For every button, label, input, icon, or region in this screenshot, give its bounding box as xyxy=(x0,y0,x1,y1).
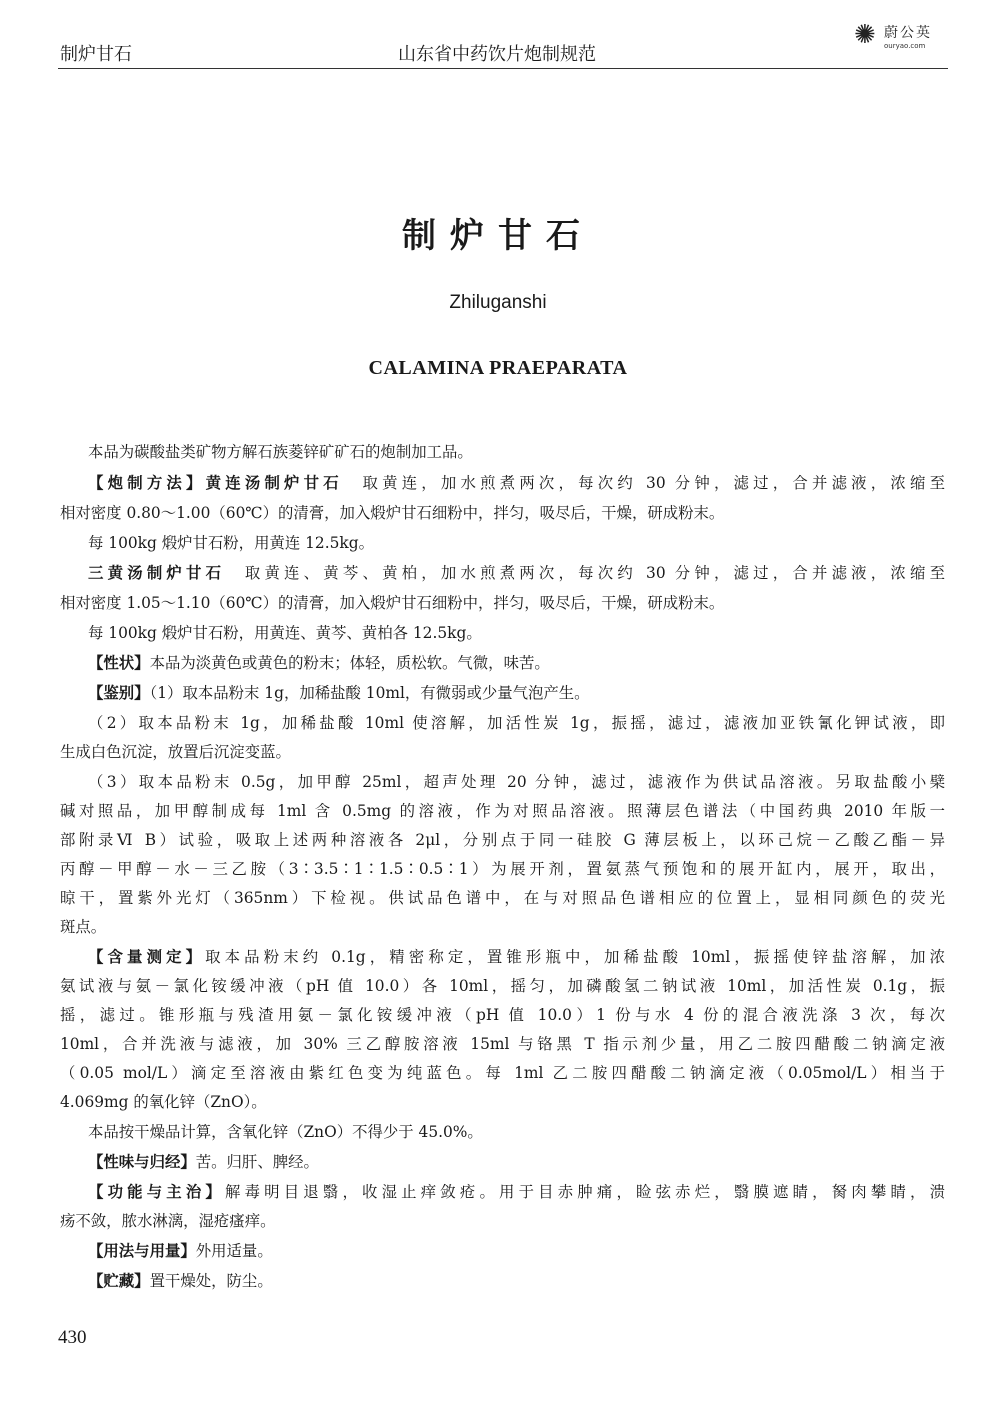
site-logo xyxy=(850,18,960,58)
hanliang-line-4: 10ml，合并洗液与滤液，加 30% 三乙醇胺溶液 15ml 与铬黑 T 指示剂少量，用乙二胺四醋酸二钠滴定液 xyxy=(60,1035,945,1053)
intro-paragraph: 本品为碳酸盐类矿物方解石族菱锌矿矿石的炮制加工品。 xyxy=(88,443,473,461)
jianbie-item-2-line-1: （2）取本品粉末 1g，加稀盐酸 10ml 使溶解，加活性炭 1g，振摇，滤过，滤液加亚铁氰化钾试液，即 xyxy=(88,714,945,732)
page-title: 制炉甘石 xyxy=(402,216,594,256)
logo-url: ouryao.com xyxy=(884,42,926,50)
method-text: 取黄连、黄芩、黄柏，加水煎煮两次，每次约 30 分钟，滤过，合并滤液，浓缩至 xyxy=(225,564,945,582)
section-text: 苦。归肝、脾经。 xyxy=(195,1153,319,1171)
jianbie-item-3-line-6: 斑点。 xyxy=(60,918,107,936)
section-label: 【贮藏】 xyxy=(88,1272,150,1290)
paozhi-method-2-line-2: 相对密度 1.05～1.10（60℃）的清膏，加入煅炉甘石细粉中，拌匀，吸尽后，干燥，研成粉末。 xyxy=(60,594,725,612)
section-text: 本品为淡黄色或黄色的粉末；体轻，质松软。气微，味苦。 xyxy=(149,654,550,672)
method-text: 取黄连，加水煎煮两次，每次约 30 分钟，滤过，合并滤液，浓缩至 xyxy=(342,474,945,492)
xingzhuang-paragraph xyxy=(88,653,945,673)
method-name: 黄连汤制炉甘石 xyxy=(205,474,343,492)
paozhi-method-2-line-1 xyxy=(88,563,945,583)
jianbie-item-3-line-3: 部附录Ⅵ B）试验，吸取上述两种溶液各 2μl，分别点于同一硅胶 G 薄层板上，以环己烷－乙酸乙酯－异 xyxy=(60,831,945,849)
jianbie-item-3-line-4: 丙醇－甲醇－水－三乙胺（3∶3.5∶1∶1.5∶0.5∶1）为展开剂，置氨蒸气预饱和的展开缸内，展开，取出， xyxy=(60,860,945,878)
section-text: （1）取本品粉末 1g，加稀盐酸 10ml，有微弱或少量气泡产生。 xyxy=(149,684,590,702)
section-text: 取本品粉末约 0.1g，精密称定，置锥形瓶中，加稀盐酸 10ml，振摇使锌盐溶解，加浓 xyxy=(205,948,945,966)
section-label: 【炮制方法】 xyxy=(88,474,206,492)
yongfa-paragraph xyxy=(88,1241,945,1261)
hanliang-line-1 xyxy=(88,947,945,967)
logo-text: 蔚公英 xyxy=(884,25,932,41)
jianbie-item-3-line-5: 晾干，置紫外光灯（365nm）下检视。供试品色谱中，在与对照品色谱相应的位置上，显相同颜色的荧光 xyxy=(60,889,945,907)
hanliang-line-5: （0.05 mol/L）滴定至溶液由紫红色变为纯蓝色。每 1ml 乙二胺四醋酸二钠滴定液（0.05mol/L）相当于 xyxy=(60,1064,945,1082)
jianbie-item-3-line-1: （3）取本品粉末 0.5g，加甲醇 25ml，超声处理 20 分钟，滤过，滤液作为供试品溶液。另取盐酸小檗 xyxy=(88,773,945,791)
hanliang-line-6: 4.069mg 的氧化锌（ZnO）。 xyxy=(60,1093,267,1111)
gongneng-line-1 xyxy=(88,1182,945,1202)
jianbie-item-1 xyxy=(88,683,945,703)
zhucang-paragraph xyxy=(88,1271,945,1291)
paozhi-method-1-ratio: 每 100kg 煅炉甘石粉，用黄连 12.5kg。 xyxy=(88,534,374,552)
section-label: 【性状】 xyxy=(88,654,150,672)
latin-title: CALAMINA PRAEPARATA xyxy=(368,357,628,379)
section-label: 【性味与归经】 xyxy=(88,1153,196,1171)
section-text: 置干燥处，防尘。 xyxy=(149,1272,273,1290)
running-header-center: 山东省中药饮片炮制规范 xyxy=(398,44,596,65)
paozhi-method-1-line-1 xyxy=(88,473,945,493)
jianbie-item-3-line-2: 碱对照品，加甲醇制成每 1ml 含 0.5mg 的溶液，作为对照品溶液。照薄层色谱法（中国药典 2010 年版一 xyxy=(60,802,945,820)
pinyin-title: Zhiluganshi xyxy=(449,292,547,313)
hanliang-limit: 本品按干燥品计算，含氧化锌（ZnO）不得少于 45.0%。 xyxy=(88,1123,483,1141)
section-label: 【功能与主治】 xyxy=(88,1183,226,1201)
xingwei-paragraph xyxy=(88,1152,945,1172)
page-number: 430 xyxy=(58,1327,87,1348)
section-text: 解毒明目退翳，收湿止痒敛疮。用于目赤肿痛，睑弦赤烂，翳膜遮睛，胬肉攀睛，溃 xyxy=(225,1183,945,1201)
section-label: 【鉴别】 xyxy=(88,684,150,702)
jianbie-item-2-line-2: 生成白色沉淀，放置后沉淀变蓝。 xyxy=(60,743,291,761)
section-label: 【含量测定】 xyxy=(88,948,206,966)
method-name: 三黄汤制炉甘石 xyxy=(88,564,226,582)
header-divider xyxy=(58,68,948,69)
section-label: 【用法与用量】 xyxy=(88,1242,196,1260)
paozhi-method-1-line-2: 相对密度 0.80～1.00（60℃）的清膏，加入煅炉甘石细粉中，拌匀，吸尽后，干燥，研成粉末。 xyxy=(60,504,725,522)
hanliang-line-2: 氨试液与氨－氯化铵缓冲液（pH 值 10.0）各 10ml，摇匀，加磷酸氢二钠试液 10ml，加活性炭 0.1g，振 xyxy=(60,977,945,995)
paozhi-method-2-ratio: 每 100kg 煅炉甘石粉，用黄连、黄芩、黄柏各 12.5kg。 xyxy=(88,624,482,642)
dandelion-icon: ✺ xyxy=(854,20,876,50)
hanliang-line-3: 摇，滤过。锥形瓶与残渣用氨－氯化铵缓冲液（pH 值 10.0）1 份与水 4 份的混合液洗涤 3 次，每次 xyxy=(60,1006,945,1024)
gongneng-line-2: 疡不敛，脓水淋漓，湿疮瘙痒。 xyxy=(60,1212,276,1230)
running-header-left: 制炉甘石 xyxy=(60,44,132,65)
section-text: 外用适量。 xyxy=(195,1242,273,1260)
